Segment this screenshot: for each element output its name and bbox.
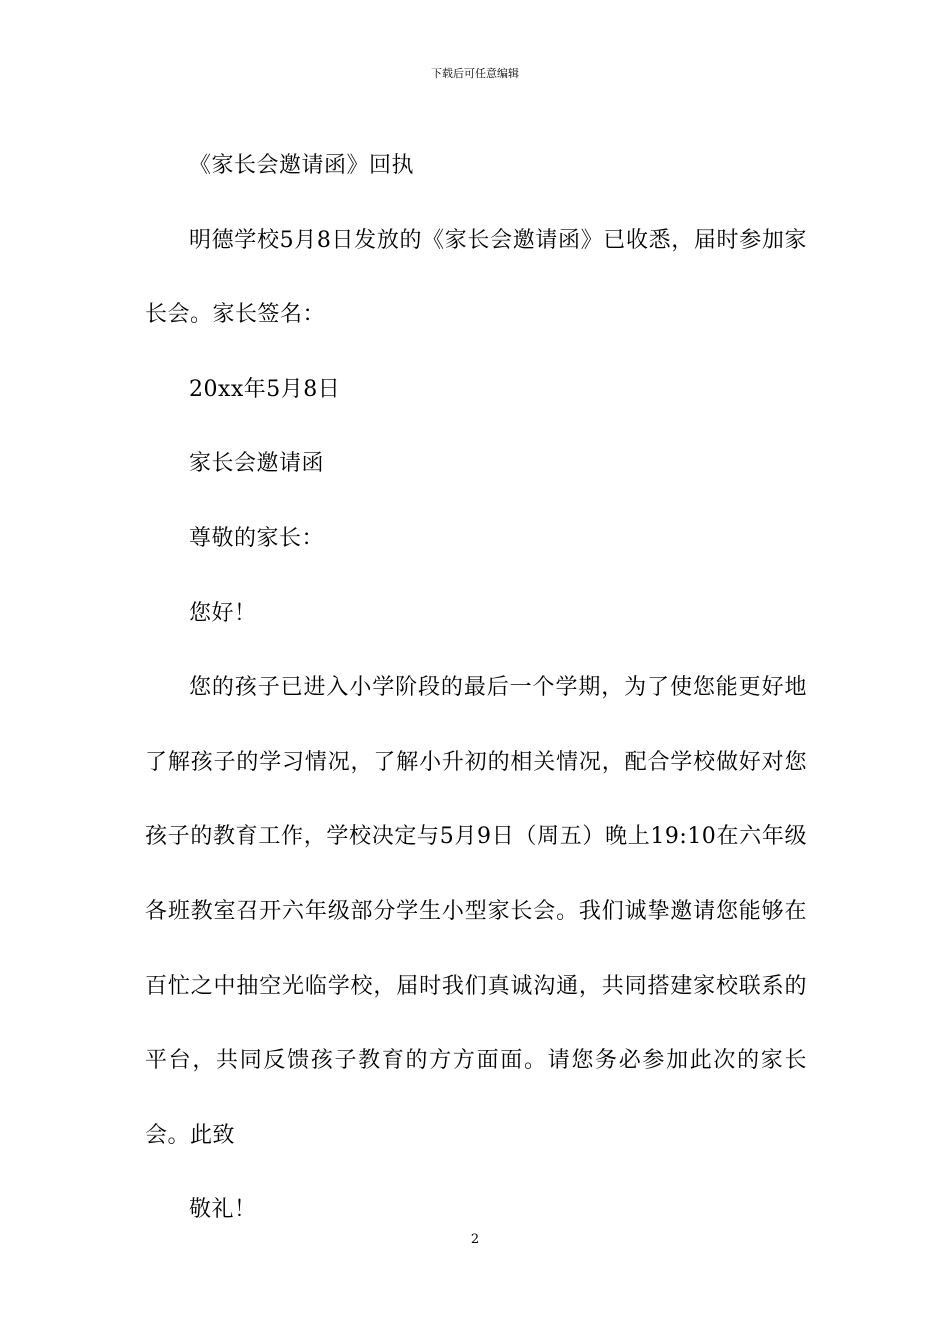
document-body [145,129,807,1248]
closing: 敬礼！ [189,1197,257,1223]
receipt-title: 《家长会邀请函》回执 [189,153,415,178]
greeting: 您好！ [189,600,257,626]
receipt-body: 明德学校5月8日发放的《家长会邀请函》已收悉，届时参加家长会。家长签名： [145,227,807,328]
receipt-date: 20xx年5月8日 [189,376,341,402]
page-number: 2 [470,1232,480,1247]
letter-body: 您的孩子已进入小学阶段的最后一个学期，为了使您能更好地了解孩子的学习情况，了解小升初的相关情况，配合学校做好对您孩子的教育工作，学校决定与5月9日（周五）晚上19:10在六年级各班教室召开六年级部分学生小型家长会。我们诚挚邀请您能够在百忙之中抽空光临学校，届时我们真诚沟通，共同搭建家校联系的平台，共同反馈孩子教育的方方面面。请您务必参加此次的家长会。此致 [145,675,807,1148]
page-header: 下载后可任意编辑 [431,67,519,80]
letter-title: 家长会邀请函 [189,451,325,477]
salutation: 尊敬的家长： [189,525,325,551]
